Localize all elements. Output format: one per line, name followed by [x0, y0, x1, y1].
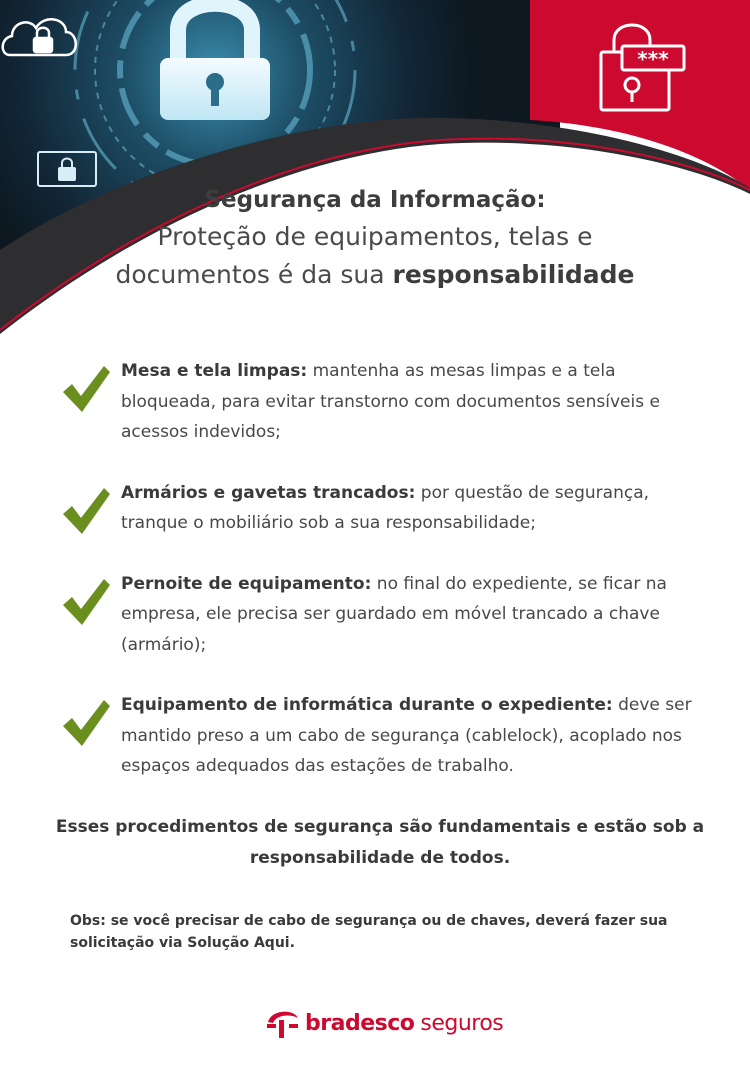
page-subtitle-line-2 — [0, 256, 750, 294]
check-icon — [60, 486, 112, 536]
item-heading: Mesa e tela limpas: — [121, 361, 308, 381]
item-heading: Pernoite de equipamento: — [121, 573, 372, 594]
item-text: mantenha as mesas limpas e a tela bloqueada, para evitar transtorno com documentos sensíveis e acessos indevidos; — [121, 361, 660, 442]
closing-statement: Esses procedimentos de segurança são fundamentais e estão sob a responsabilidade de todos. — [55, 817, 705, 868]
bradesco-tree-logo-icon — [265, 1006, 301, 1040]
check-icon — [60, 698, 112, 748]
title-block — [0, 182, 750, 294]
subtitle-emphasis: responsabilidade — [392, 260, 635, 289]
obs-note: Obs: se você precisar de cabo de segurança ou de chaves, deverá fazer sua solicitação via Solução Aqui. — [70, 913, 668, 951]
list-item — [60, 478, 700, 539]
list-item — [60, 569, 700, 661]
page-title: Segurança da Informação: — [204, 187, 546, 213]
item-text: deve ser mantido preso a um cabo de segurança (cablelock), acoplado nos espaços adequados das estações de trabalho. — [121, 695, 692, 776]
logo-brand: bradesco — [305, 1010, 415, 1036]
item-text: por questão de segurança, tranque o mobiliário sob a sua responsabilidade; — [121, 482, 650, 533]
item-text: no final do expediente, se ficar na empresa, ele precisa ser guardado em móvel trancado a chave (armário); — [121, 573, 667, 655]
item-heading: Armários e gavetas trancados: — [121, 482, 416, 503]
list-item — [60, 690, 700, 782]
subtitle-prefix: documentos é da sua — [115, 260, 393, 289]
check-icon — [60, 577, 112, 627]
logo-sub: seguros — [420, 1010, 504, 1036]
list-item — [60, 356, 700, 448]
check-icon — [60, 364, 112, 414]
page-subtitle-line: Proteção de equipamentos, telas e — [157, 222, 593, 251]
guidelines-list — [60, 356, 700, 812]
bradesco-seguros-logo — [265, 1003, 503, 1043]
item-heading: Equipamento de informática durante o expediente: — [121, 695, 613, 715]
password-mask: *** — [637, 47, 669, 71]
